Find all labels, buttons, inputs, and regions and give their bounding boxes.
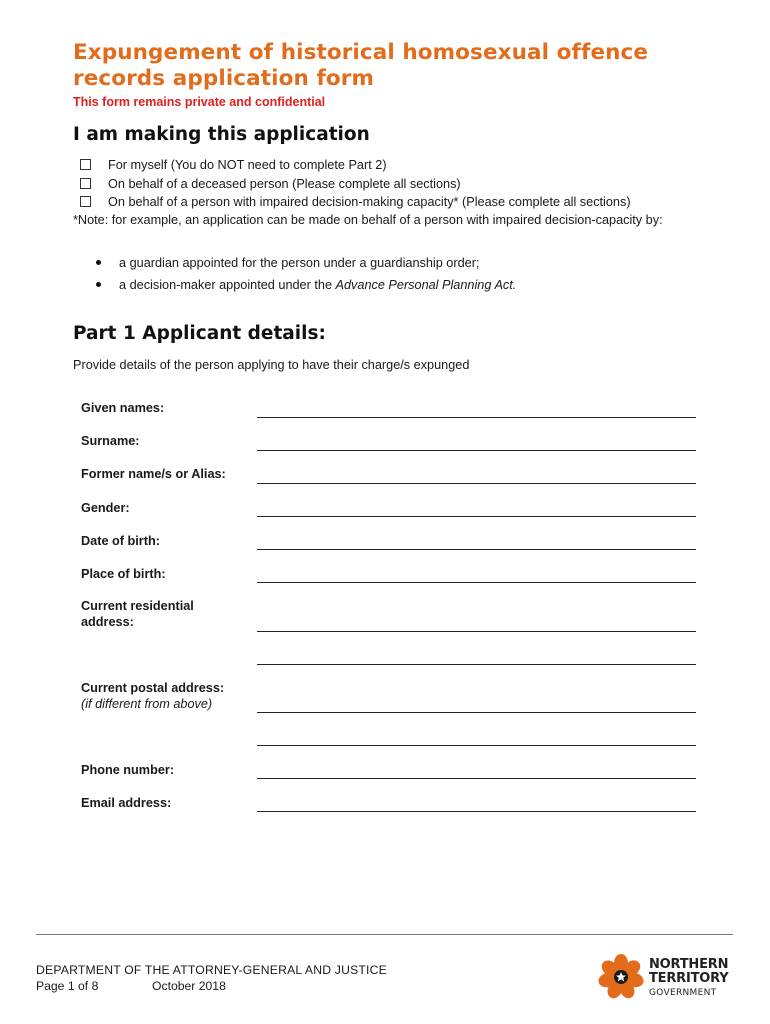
gender-label: Gender:	[81, 501, 130, 515]
postal-address-field-1[interactable]	[257, 712, 696, 713]
logo-line-3: GOVERNMENT	[649, 988, 717, 998]
bullet-icon	[96, 282, 101, 287]
surname-field[interactable]	[257, 450, 696, 451]
checkbox-myself[interactable]	[80, 159, 91, 170]
residential-address-label	[81, 598, 194, 630]
postal-address-label	[81, 680, 224, 712]
impaired-capacity-note: *Note: for example, an application can be made on behalf of a person with impaired decision-capacity by:	[73, 213, 663, 227]
email-label: Email address:	[81, 796, 172, 810]
given-names-field[interactable]	[257, 417, 696, 418]
former-names-field[interactable]	[257, 483, 696, 484]
checkbox-deceased[interactable]	[80, 178, 91, 189]
bullet-decision-maker	[96, 278, 516, 292]
confidentiality-notice: This form remains private and confidential	[73, 95, 326, 109]
residential-label-line1: Current residential	[81, 599, 194, 613]
part1-heading: Part 1 Applicant details:	[73, 323, 326, 344]
email-field[interactable]	[257, 811, 696, 812]
footer-date: October 2018	[152, 979, 226, 993]
postal-address-field-2[interactable]	[257, 745, 696, 746]
logo-wordmark	[649, 958, 728, 1000]
footer-page-number: Page 1 of 8	[36, 979, 99, 993]
form-title: Expungement of historical homosexual offence records application form	[73, 40, 649, 91]
desert-rose-icon	[597, 954, 645, 1001]
application-heading: I am making this application	[73, 124, 370, 145]
residential-address-field-1[interactable]	[257, 631, 696, 632]
surname-label: Surname:	[81, 434, 140, 448]
postal-label-text: Current postal address:	[81, 681, 225, 695]
option-myself[interactable]	[80, 157, 387, 173]
logo-line-1: NORTHERN	[649, 957, 729, 972]
given-names-label: Given names:	[81, 401, 165, 415]
bullet-guardian	[96, 256, 479, 270]
option-impaired-label: On behalf of a person with impaired decision-making capacity* (Please complete all sections)	[108, 195, 631, 209]
footer-divider	[36, 934, 733, 935]
pob-field[interactable]	[257, 582, 696, 583]
residential-label-line2: address:	[81, 615, 134, 629]
pob-label: Place of birth:	[81, 567, 166, 581]
residential-address-field-2[interactable]	[257, 664, 696, 665]
option-myself-label: For myself (You do NOT need to complete Part 2)	[108, 158, 387, 172]
bullet-guardian-text: a guardian appointed for the person under a guardianship order;	[119, 256, 480, 270]
phone-field[interactable]	[257, 778, 696, 779]
logo-line-2: TERRITORY	[649, 971, 729, 986]
footer-department: DEPARTMENT OF THE ATTORNEY-GENERAL AND JUSTICE	[36, 963, 387, 977]
phone-label: Phone number:	[81, 763, 175, 777]
option-impaired[interactable]	[80, 194, 631, 210]
former-names-label: Former name/s or Alias:	[81, 467, 226, 481]
act-name: Advance Personal Planning Act.	[335, 278, 517, 292]
bullet-decision-maker-text: a decision-maker appointed under the	[119, 278, 336, 292]
dob-field[interactable]	[257, 549, 696, 550]
postal-label-note: (if different from above)	[81, 697, 213, 711]
part1-intro: Provide details of the person applying to have their charge/s expunged	[73, 358, 470, 372]
bullet-icon	[96, 260, 101, 265]
checkbox-impaired[interactable]	[80, 196, 91, 207]
dob-label: Date of birth:	[81, 534, 160, 548]
gender-field[interactable]	[257, 516, 696, 517]
option-deceased-label: On behalf of a deceased person (Please complete all sections)	[108, 177, 461, 191]
option-deceased[interactable]	[80, 176, 461, 192]
